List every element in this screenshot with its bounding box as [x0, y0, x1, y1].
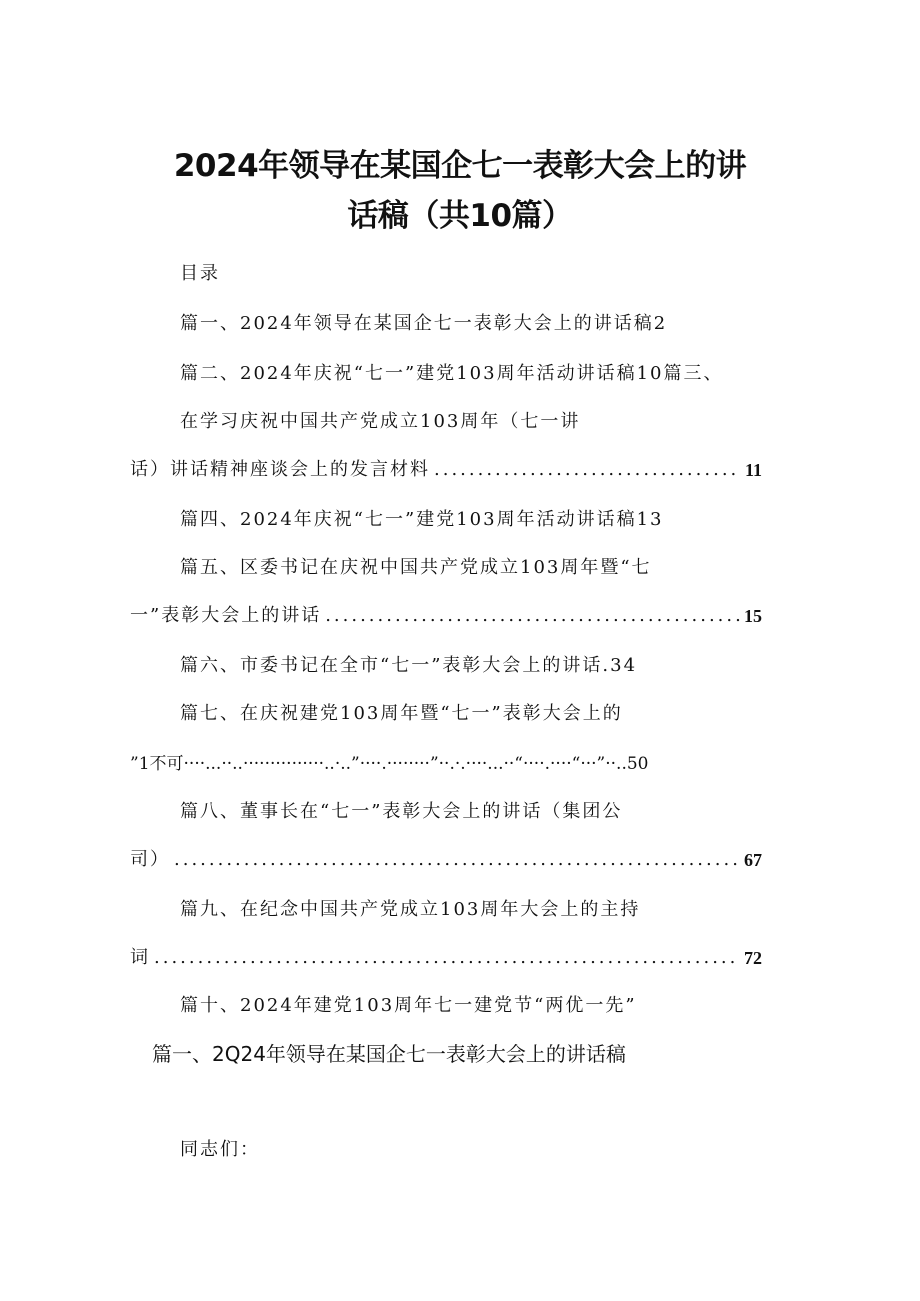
toc-item-1: 篇一、2024年领导在某国企七一表彰大会上的讲话稿2: [180, 313, 668, 334]
toc-item-5-text: 一”表彰大会上的讲话: [130, 605, 322, 626]
greeting-text: 同志们：: [180, 1139, 260, 1160]
toc-item-8-page: 67: [744, 850, 762, 870]
toc-item-7-line1: 篇七、在庆祝建党103周年暨“七一”表彰大会上的: [180, 703, 623, 724]
toc-leader-dots: [154, 946, 740, 970]
toc-leader-dots: [325, 604, 740, 628]
document-title-line2: 话稿（共10篇）: [347, 198, 573, 234]
toc-item-7-line2: ”1不可····...··..···············..·..”····.········”··.·.····...··“····.····“···”··..50: [130, 754, 649, 774]
toc-item-6: 篇六、市委书记在全市“七一”表彰大会上的讲话.34: [180, 655, 638, 676]
toc-leader-dots: [434, 458, 741, 482]
toc-item-5-page: 15: [744, 606, 762, 626]
toc-heading: 目录: [180, 263, 220, 284]
toc-item-5-line1: 篇五、区委书记在庆祝中国共产党成立103周年暨“七: [180, 557, 652, 578]
document-title-line1: 2024年领导在某国企七一表彰大会上的讲: [173, 148, 747, 184]
toc-item-8-text: 司）: [130, 849, 170, 870]
toc-item-5-line2: [130, 604, 762, 628]
toc-item-9-line1: 篇九、在纪念中国共产党成立103周年大会上的主持: [180, 899, 641, 920]
toc-item-4: 篇四、2024年庆祝“七一”建党103周年活动讲话稿13: [180, 509, 664, 530]
toc-item-3-line2: [130, 458, 762, 482]
toc-item-3-page: 11: [744, 460, 762, 480]
toc-item-9-page: 72: [744, 948, 762, 968]
section-heading: 篇一、2Q24年领导在某国企七一表彰大会上的讲话稿: [152, 1042, 626, 1066]
toc-item-8-line1: 篇八、董事长在“七一”表彰大会上的讲话（集团公: [180, 801, 623, 822]
toc-item-2: 篇二、2024年庆祝“七一”建党103周年活动讲话稿10篇三、: [180, 363, 724, 384]
toc-item-3-line1: 在学习庆祝中国共产党成立103周年（七一讲: [180, 411, 581, 432]
toc-item-8-line2: [130, 848, 762, 872]
toc-item-10: 篇十、2024年建党103周年七一建党节“两优一先”: [180, 995, 637, 1016]
toc-item-3-text: 话）讲话精神座谈会上的发言材料: [130, 459, 430, 480]
toc-item-9-text: 词: [130, 947, 150, 968]
toc-item-9-line2: [130, 946, 762, 970]
toc-leader-dots: [174, 848, 740, 872]
